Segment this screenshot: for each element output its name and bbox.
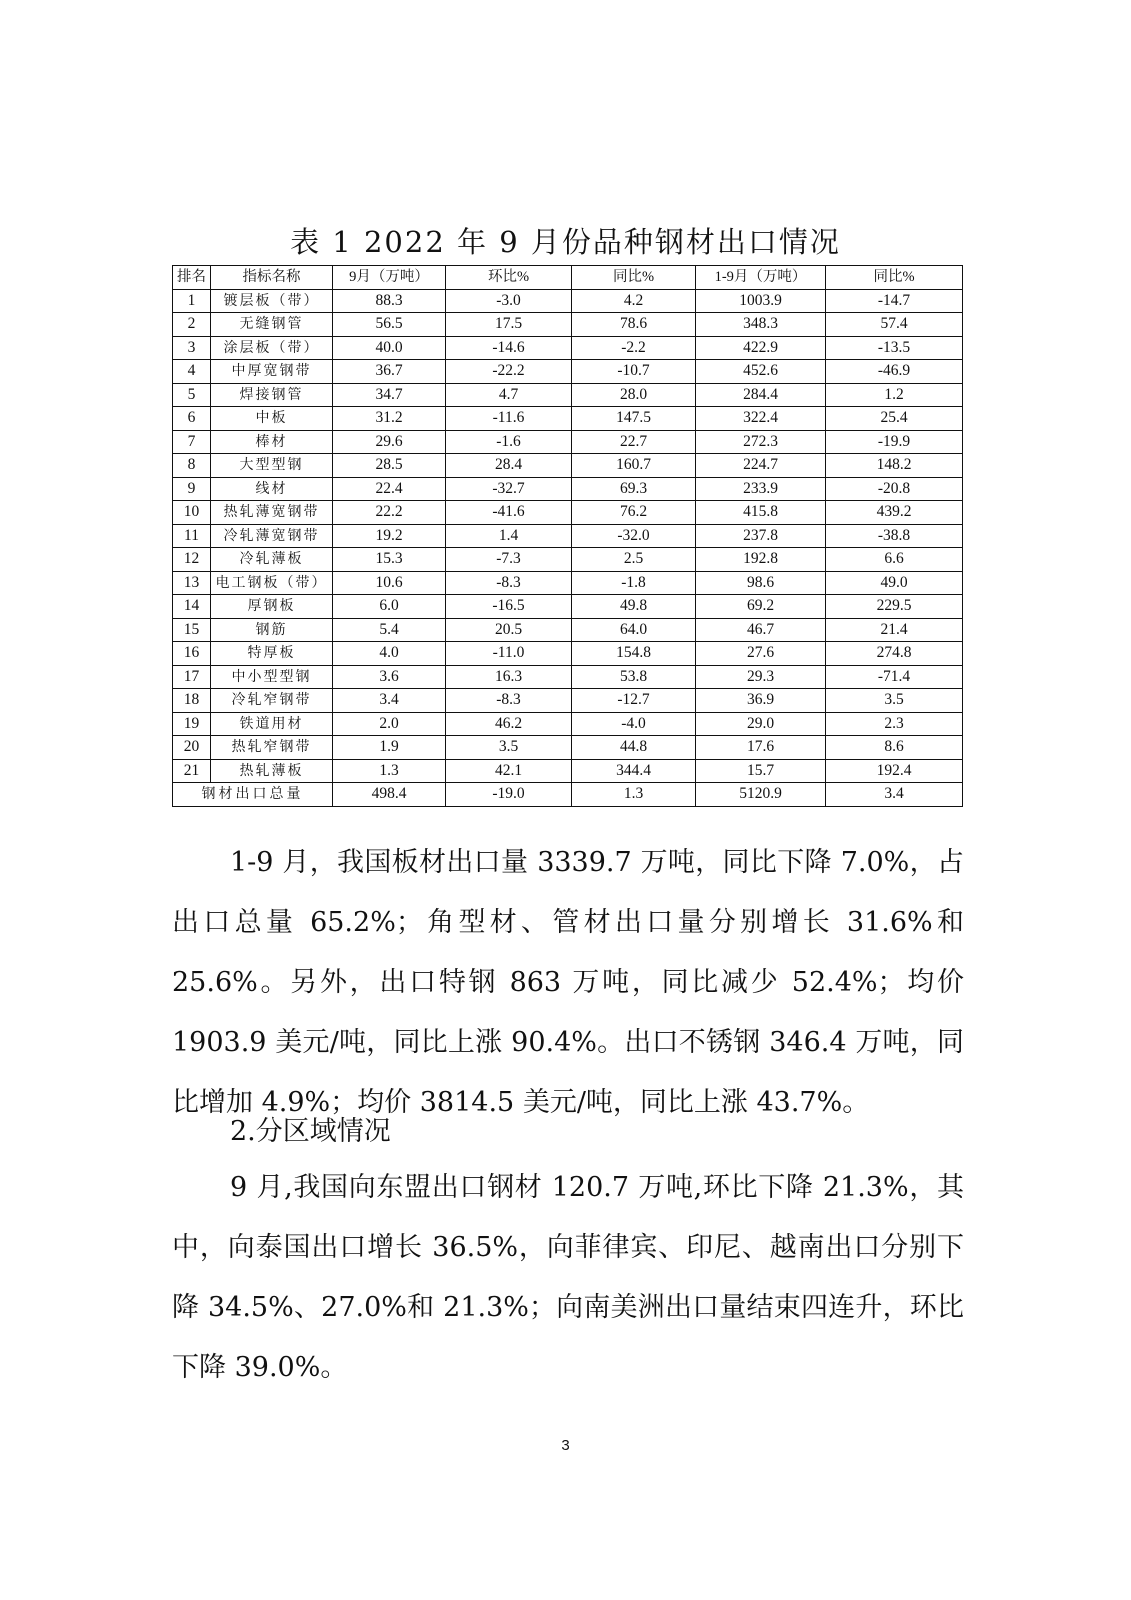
cell-sep: 1.9 xyxy=(333,736,446,760)
cell-rank: 9 xyxy=(173,477,211,501)
total-yoy: 1.3 xyxy=(572,783,696,807)
cell-mom: -8.3 xyxy=(446,689,572,713)
cell-yoy: -12.7 xyxy=(572,689,696,713)
cell-yoy: -2.2 xyxy=(572,336,696,360)
cell-sep: 22.4 xyxy=(333,477,446,501)
cell-ytd-yoy: 25.4 xyxy=(826,407,963,431)
cell-yoy: -4.0 xyxy=(572,712,696,736)
cell-sep: 15.3 xyxy=(333,548,446,572)
table-row xyxy=(173,407,963,431)
cell-mom: -22.2 xyxy=(446,360,572,384)
column-header: 指标名称 xyxy=(211,266,333,290)
column-header: 环比% xyxy=(446,266,572,290)
cell-ytd: 237.8 xyxy=(696,524,826,548)
cell-rank: 16 xyxy=(173,642,211,666)
table-row xyxy=(173,665,963,689)
cell-rank: 3 xyxy=(173,336,211,360)
cell-mom: 3.5 xyxy=(446,736,572,760)
cell-name: 中小型型钢 xyxy=(211,665,333,689)
cell-rank: 7 xyxy=(173,430,211,454)
cell-name: 热轧薄宽钢带 xyxy=(211,501,333,525)
cell-rank: 20 xyxy=(173,736,211,760)
cell-ytd-yoy: 192.4 xyxy=(826,759,963,783)
cell-mom: 4.7 xyxy=(446,383,572,407)
cell-rank: 11 xyxy=(173,524,211,548)
cell-ytd-yoy: 2.3 xyxy=(826,712,963,736)
cell-mom: 20.5 xyxy=(446,618,572,642)
column-header: 9月（万吨） xyxy=(333,266,446,290)
cell-name: 冷轧窄钢带 xyxy=(211,689,333,713)
cell-yoy: 44.8 xyxy=(572,736,696,760)
table-row xyxy=(173,712,963,736)
cell-ytd-yoy: -19.9 xyxy=(826,430,963,454)
cell-name: 中板 xyxy=(211,407,333,431)
cell-yoy: 22.7 xyxy=(572,430,696,454)
table-row xyxy=(173,571,963,595)
table-row xyxy=(173,289,963,313)
cell-rank: 14 xyxy=(173,595,211,619)
cell-ytd: 452.6 xyxy=(696,360,826,384)
cell-mom: -3.0 xyxy=(446,289,572,313)
cell-name: 热轧窄钢带 xyxy=(211,736,333,760)
cell-ytd: 415.8 xyxy=(696,501,826,525)
cell-mom: -32.7 xyxy=(446,477,572,501)
cell-mom: 17.5 xyxy=(446,313,572,337)
cell-ytd: 98.6 xyxy=(696,571,826,595)
cell-yoy: 64.0 xyxy=(572,618,696,642)
cell-rank: 12 xyxy=(173,548,211,572)
total-ytd: 5120.9 xyxy=(696,783,826,807)
paragraph-regional-exports: 9 月,我国向东盟出口钢材 120.7 万吨,环比下降 21.3%，其中，向泰国出口增长 36.5%，向菲律宾、印尼、越南出口分别下降 34.5%、27.0%和 21.3%；向南美洲出口量结束四连升，环比下降 39.0%。 xyxy=(172,1172,964,1383)
cell-ytd: 69.2 xyxy=(696,595,826,619)
cell-sep: 19.2 xyxy=(333,524,446,548)
cell-sep: 28.5 xyxy=(333,454,446,478)
cell-ytd-yoy: 21.4 xyxy=(826,618,963,642)
total-label: 钢材出口总量 xyxy=(173,783,333,807)
cell-ytd-yoy: 49.0 xyxy=(826,571,963,595)
cell-yoy: 2.5 xyxy=(572,548,696,572)
cell-ytd: 46.7 xyxy=(696,618,826,642)
cell-name: 棒材 xyxy=(211,430,333,454)
total-sep: 498.4 xyxy=(333,783,446,807)
cell-ytd-yoy: -46.9 xyxy=(826,360,963,384)
cell-ytd-yoy: -38.8 xyxy=(826,524,963,548)
total-mom: -19.0 xyxy=(446,783,572,807)
column-header: 1-9月（万吨） xyxy=(696,266,826,290)
cell-name: 特厚板 xyxy=(211,642,333,666)
cell-ytd-yoy: 3.5 xyxy=(826,689,963,713)
cell-mom: 16.3 xyxy=(446,665,572,689)
table-row xyxy=(173,689,963,713)
table-row xyxy=(173,501,963,525)
cell-rank: 15 xyxy=(173,618,211,642)
cell-ytd: 29.3 xyxy=(696,665,826,689)
cell-yoy: 160.7 xyxy=(572,454,696,478)
cell-yoy: -1.8 xyxy=(572,571,696,595)
cell-name: 铁道用材 xyxy=(211,712,333,736)
cell-name: 热轧薄板 xyxy=(211,759,333,783)
cell-name: 冷轧薄板 xyxy=(211,548,333,572)
cell-mom: -1.6 xyxy=(446,430,572,454)
cell-mom: -8.3 xyxy=(446,571,572,595)
page-number: 3 xyxy=(561,1437,570,1454)
cell-sep: 2.0 xyxy=(333,712,446,736)
cell-ytd: 36.9 xyxy=(696,689,826,713)
cell-name: 厚钢板 xyxy=(211,595,333,619)
cell-rank: 10 xyxy=(173,501,211,525)
cell-ytd-yoy: 148.2 xyxy=(826,454,963,478)
cell-ytd-yoy: -71.4 xyxy=(826,665,963,689)
table-row xyxy=(173,313,963,337)
table-title: 表 1 2022 年 9 月份品种钢材出口情况 xyxy=(290,225,841,260)
cell-rank: 4 xyxy=(173,360,211,384)
cell-yoy: 147.5 xyxy=(572,407,696,431)
cell-ytd: 29.0 xyxy=(696,712,826,736)
cell-mom: -11.6 xyxy=(446,407,572,431)
cell-name: 冷轧薄宽钢带 xyxy=(211,524,333,548)
table-row xyxy=(173,477,963,501)
column-header: 同比% xyxy=(572,266,696,290)
cell-name: 大型型钢 xyxy=(211,454,333,478)
cell-sep: 4.0 xyxy=(333,642,446,666)
cell-yoy: 28.0 xyxy=(572,383,696,407)
cell-name: 中厚宽钢带 xyxy=(211,360,333,384)
cell-rank: 1 xyxy=(173,289,211,313)
cell-ytd: 224.7 xyxy=(696,454,826,478)
cell-rank: 8 xyxy=(173,454,211,478)
cell-ytd: 17.6 xyxy=(696,736,826,760)
cell-sep: 6.0 xyxy=(333,595,446,619)
cell-yoy: 69.3 xyxy=(572,477,696,501)
cell-ytd-yoy: -20.8 xyxy=(826,477,963,501)
cell-yoy: -10.7 xyxy=(572,360,696,384)
paragraph-plate-exports: 1-9 月，我国板材出口量 3339.7 万吨，同比下降 7.0%，占出口总量 65.2%；角型材、管材出口量分别增长 31.6%和 25.6%。另外，出口特钢 863 万吨，同比减少 52.4%；均价 1903.9 美元/吨，同比上涨 90.4%。出口不锈钢 346.4 万吨，同比增加 4.9%；均价 3814.5 美元/吨，同比上涨 43.7%。 xyxy=(172,847,964,1118)
cell-ytd-yoy: 1.2 xyxy=(826,383,963,407)
table-row xyxy=(173,454,963,478)
cell-rank: 17 xyxy=(173,665,211,689)
table-total-row xyxy=(173,783,963,807)
cell-name: 涂层板（带） xyxy=(211,336,333,360)
column-header: 同比% xyxy=(826,266,963,290)
cell-sep: 56.5 xyxy=(333,313,446,337)
steel-export-table xyxy=(172,265,963,807)
cell-mom: 28.4 xyxy=(446,454,572,478)
cell-ytd-yoy: 6.6 xyxy=(826,548,963,572)
table-row xyxy=(173,736,963,760)
cell-yoy: 78.6 xyxy=(572,313,696,337)
cell-ytd-yoy: 8.6 xyxy=(826,736,963,760)
cell-sep: 40.0 xyxy=(333,336,446,360)
cell-sep: 10.6 xyxy=(333,571,446,595)
cell-rank: 5 xyxy=(173,383,211,407)
cell-mom: 46.2 xyxy=(446,712,572,736)
table-row xyxy=(173,618,963,642)
cell-sep: 3.4 xyxy=(333,689,446,713)
cell-ytd: 233.9 xyxy=(696,477,826,501)
cell-mom: -41.6 xyxy=(446,501,572,525)
cell-mom: -11.0 xyxy=(446,642,572,666)
table-row xyxy=(173,524,963,548)
cell-rank: 2 xyxy=(173,313,211,337)
cell-rank: 21 xyxy=(173,759,211,783)
cell-ytd-yoy: 274.8 xyxy=(826,642,963,666)
cell-ytd: 1003.9 xyxy=(696,289,826,313)
cell-mom: -7.3 xyxy=(446,548,572,572)
cell-ytd: 272.3 xyxy=(696,430,826,454)
cell-name: 电工钢板（带） xyxy=(211,571,333,595)
cell-sep: 22.2 xyxy=(333,501,446,525)
cell-ytd: 27.6 xyxy=(696,642,826,666)
cell-yoy: 4.2 xyxy=(572,289,696,313)
cell-yoy: 154.8 xyxy=(572,642,696,666)
cell-yoy: -32.0 xyxy=(572,524,696,548)
table-row xyxy=(173,642,963,666)
table-row xyxy=(173,595,963,619)
cell-rank: 18 xyxy=(173,689,211,713)
cell-ytd-yoy: 439.2 xyxy=(826,501,963,525)
cell-mom: -16.5 xyxy=(446,595,572,619)
cell-rank: 6 xyxy=(173,407,211,431)
cell-yoy: 53.8 xyxy=(572,665,696,689)
section-heading: 2.分区域情况 xyxy=(230,1116,391,1147)
cell-ytd-yoy: -13.5 xyxy=(826,336,963,360)
cell-ytd: 348.3 xyxy=(696,313,826,337)
cell-mom: 1.4 xyxy=(446,524,572,548)
cell-ytd-yoy: 229.5 xyxy=(826,595,963,619)
cell-mom: 42.1 xyxy=(446,759,572,783)
cell-name: 钢筋 xyxy=(211,618,333,642)
cell-mom: -14.6 xyxy=(446,336,572,360)
cell-rank: 19 xyxy=(173,712,211,736)
total-ytd-yoy: 3.4 xyxy=(826,783,963,807)
cell-name: 镀层板（带） xyxy=(211,289,333,313)
table-header-row xyxy=(173,266,963,290)
cell-ytd: 284.4 xyxy=(696,383,826,407)
cell-ytd-yoy: -14.7 xyxy=(826,289,963,313)
cell-sep: 29.6 xyxy=(333,430,446,454)
cell-sep: 1.3 xyxy=(333,759,446,783)
cell-ytd: 15.7 xyxy=(696,759,826,783)
cell-name: 线材 xyxy=(211,477,333,501)
cell-name: 无缝钢管 xyxy=(211,313,333,337)
cell-ytd: 192.8 xyxy=(696,548,826,572)
cell-sep: 88.3 xyxy=(333,289,446,313)
table-row xyxy=(173,336,963,360)
cell-ytd-yoy: 57.4 xyxy=(826,313,963,337)
cell-yoy: 76.2 xyxy=(572,501,696,525)
cell-ytd: 422.9 xyxy=(696,336,826,360)
table-row xyxy=(173,759,963,783)
column-header: 排名 xyxy=(173,266,211,290)
cell-sep: 34.7 xyxy=(333,383,446,407)
cell-rank: 13 xyxy=(173,571,211,595)
cell-sep: 36.7 xyxy=(333,360,446,384)
cell-sep: 5.4 xyxy=(333,618,446,642)
cell-name: 焊接钢管 xyxy=(211,383,333,407)
cell-sep: 31.2 xyxy=(333,407,446,431)
table-row xyxy=(173,430,963,454)
cell-yoy: 49.8 xyxy=(572,595,696,619)
table-row xyxy=(173,548,963,572)
table-row xyxy=(173,383,963,407)
cell-yoy: 344.4 xyxy=(572,759,696,783)
table-row xyxy=(173,360,963,384)
cell-sep: 3.6 xyxy=(333,665,446,689)
cell-ytd: 322.4 xyxy=(696,407,826,431)
